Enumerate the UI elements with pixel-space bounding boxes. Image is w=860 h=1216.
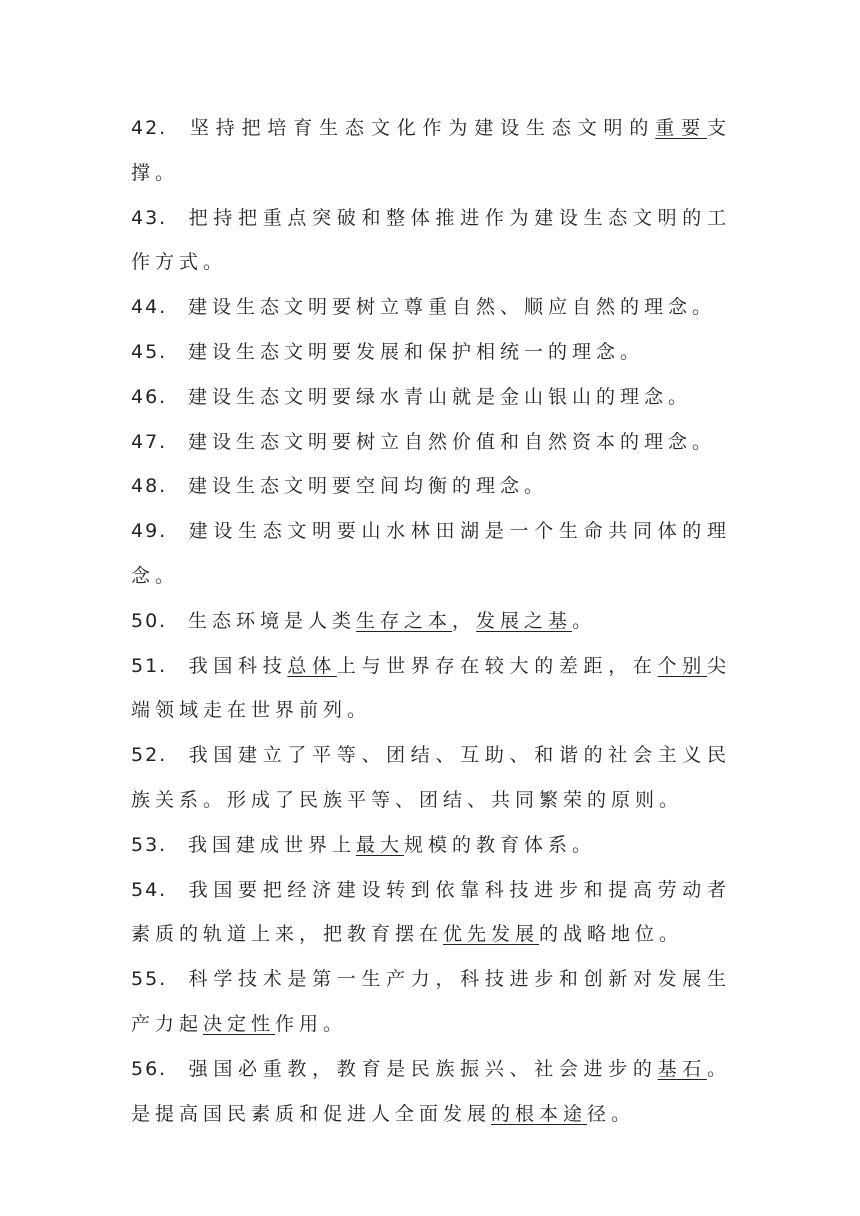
statement-item	[131, 420, 731, 465]
statement-text: 支撑。	[131, 117, 731, 184]
statement-text: 的战略地位。	[539, 923, 684, 946]
statement-text: 建设生态文明要树立尊重自然、顺应自然的理念。	[188, 296, 717, 319]
statement-text: 。是提高国民素质和促进人全面发展	[131, 1057, 731, 1125]
statement-item	[131, 106, 731, 196]
statement-item	[131, 285, 731, 330]
statement-item	[131, 196, 731, 286]
statement-item	[131, 957, 731, 1047]
underlined-keyword: 的根本途	[491, 1102, 588, 1125]
statement-text: 坚持把培育生态文化作为建设生态文明的	[188, 117, 656, 139]
item-number: 53.	[131, 833, 168, 856]
statement-item	[131, 330, 731, 375]
statement-item	[131, 733, 731, 823]
statement-text: 建设生态文明要绿水青山就是金山银山的理念。	[188, 385, 693, 408]
statement-list	[131, 106, 731, 1136]
underlined-keyword: 决定性	[203, 1012, 276, 1035]
statement-text: 我国科技	[188, 654, 288, 677]
underlined-keyword: 重要	[655, 117, 707, 139]
statement-text: 作用。	[275, 1012, 348, 1035]
underlined-keyword: 生存之本	[356, 609, 453, 632]
statement-text: ，	[452, 609, 477, 632]
statement-item	[131, 599, 731, 644]
underlined-keyword: 个别	[657, 654, 707, 677]
statement-text: 径。	[587, 1102, 636, 1125]
item-number: 43.	[131, 206, 168, 229]
item-number: 47.	[131, 430, 168, 453]
statement-text: 建设生态文明要空间均衡的理念。	[188, 475, 549, 498]
statement-text: 我国建成世界上	[188, 833, 357, 856]
item-number: 45.	[131, 340, 168, 363]
item-number: 52.	[131, 744, 168, 767]
statement-text: 建设生态文明要发展和保护相统一的理念。	[188, 340, 645, 363]
underlined-keyword: 基石	[657, 1057, 707, 1080]
item-number: 50.	[131, 609, 168, 632]
item-number: 51.	[131, 654, 168, 677]
underlined-keyword: 总体	[287, 654, 337, 677]
statement-text: 建设生态文明要山水林田湖是一个生命共同体的理念。	[131, 520, 731, 587]
statement-text: 我国要把经济建设转到依靠科技进步和提高劳动者素质的轨道上来，把教育摆在	[131, 878, 731, 946]
statement-item	[131, 464, 731, 509]
statement-text: 我国建立了平等、团结、互助、和谐的社会主义民族关系。形成了民族平等、团结、共同繁荣的原则。	[131, 744, 731, 811]
statement-item	[131, 1047, 731, 1137]
statement-item	[131, 644, 731, 734]
statement-text: 建设生态文明要树立自然价值和自然资本的理念。	[188, 430, 717, 453]
item-number: 54.	[131, 878, 168, 901]
statement-text: 科学技术是第一生产力，科技进步和创新对发展生产力起	[131, 968, 731, 1035]
item-number: 46.	[131, 385, 168, 408]
item-number: 56.	[131, 1057, 168, 1080]
statement-text: 生态环境是人类	[188, 609, 357, 632]
statement-item	[131, 868, 731, 958]
statement-item	[131, 509, 731, 599]
statement-text: 强国必重教，教育是民族振兴、社会进步的	[188, 1057, 658, 1080]
statement-text: 把持把重点突破和整体推进作为建设生态文明的工作方式。	[131, 206, 731, 274]
item-number: 55.	[131, 968, 168, 991]
statement-text: 上与世界存在较大的差距，在	[336, 654, 658, 677]
statement-item	[131, 375, 731, 420]
statement-text: 尖端领域走在世界前列。	[131, 654, 731, 722]
item-number: 48.	[131, 475, 168, 498]
item-number: 49.	[131, 520, 168, 543]
statement-item	[131, 823, 731, 868]
underlined-keyword: 发展之基	[476, 609, 573, 632]
underlined-keyword: 优先发展	[443, 923, 540, 946]
item-number: 42.	[131, 117, 168, 139]
statement-text: 。	[572, 609, 597, 632]
item-number: 44.	[131, 296, 168, 319]
statement-text: 规模的教育体系。	[404, 833, 597, 856]
underlined-keyword: 最大	[356, 833, 405, 856]
